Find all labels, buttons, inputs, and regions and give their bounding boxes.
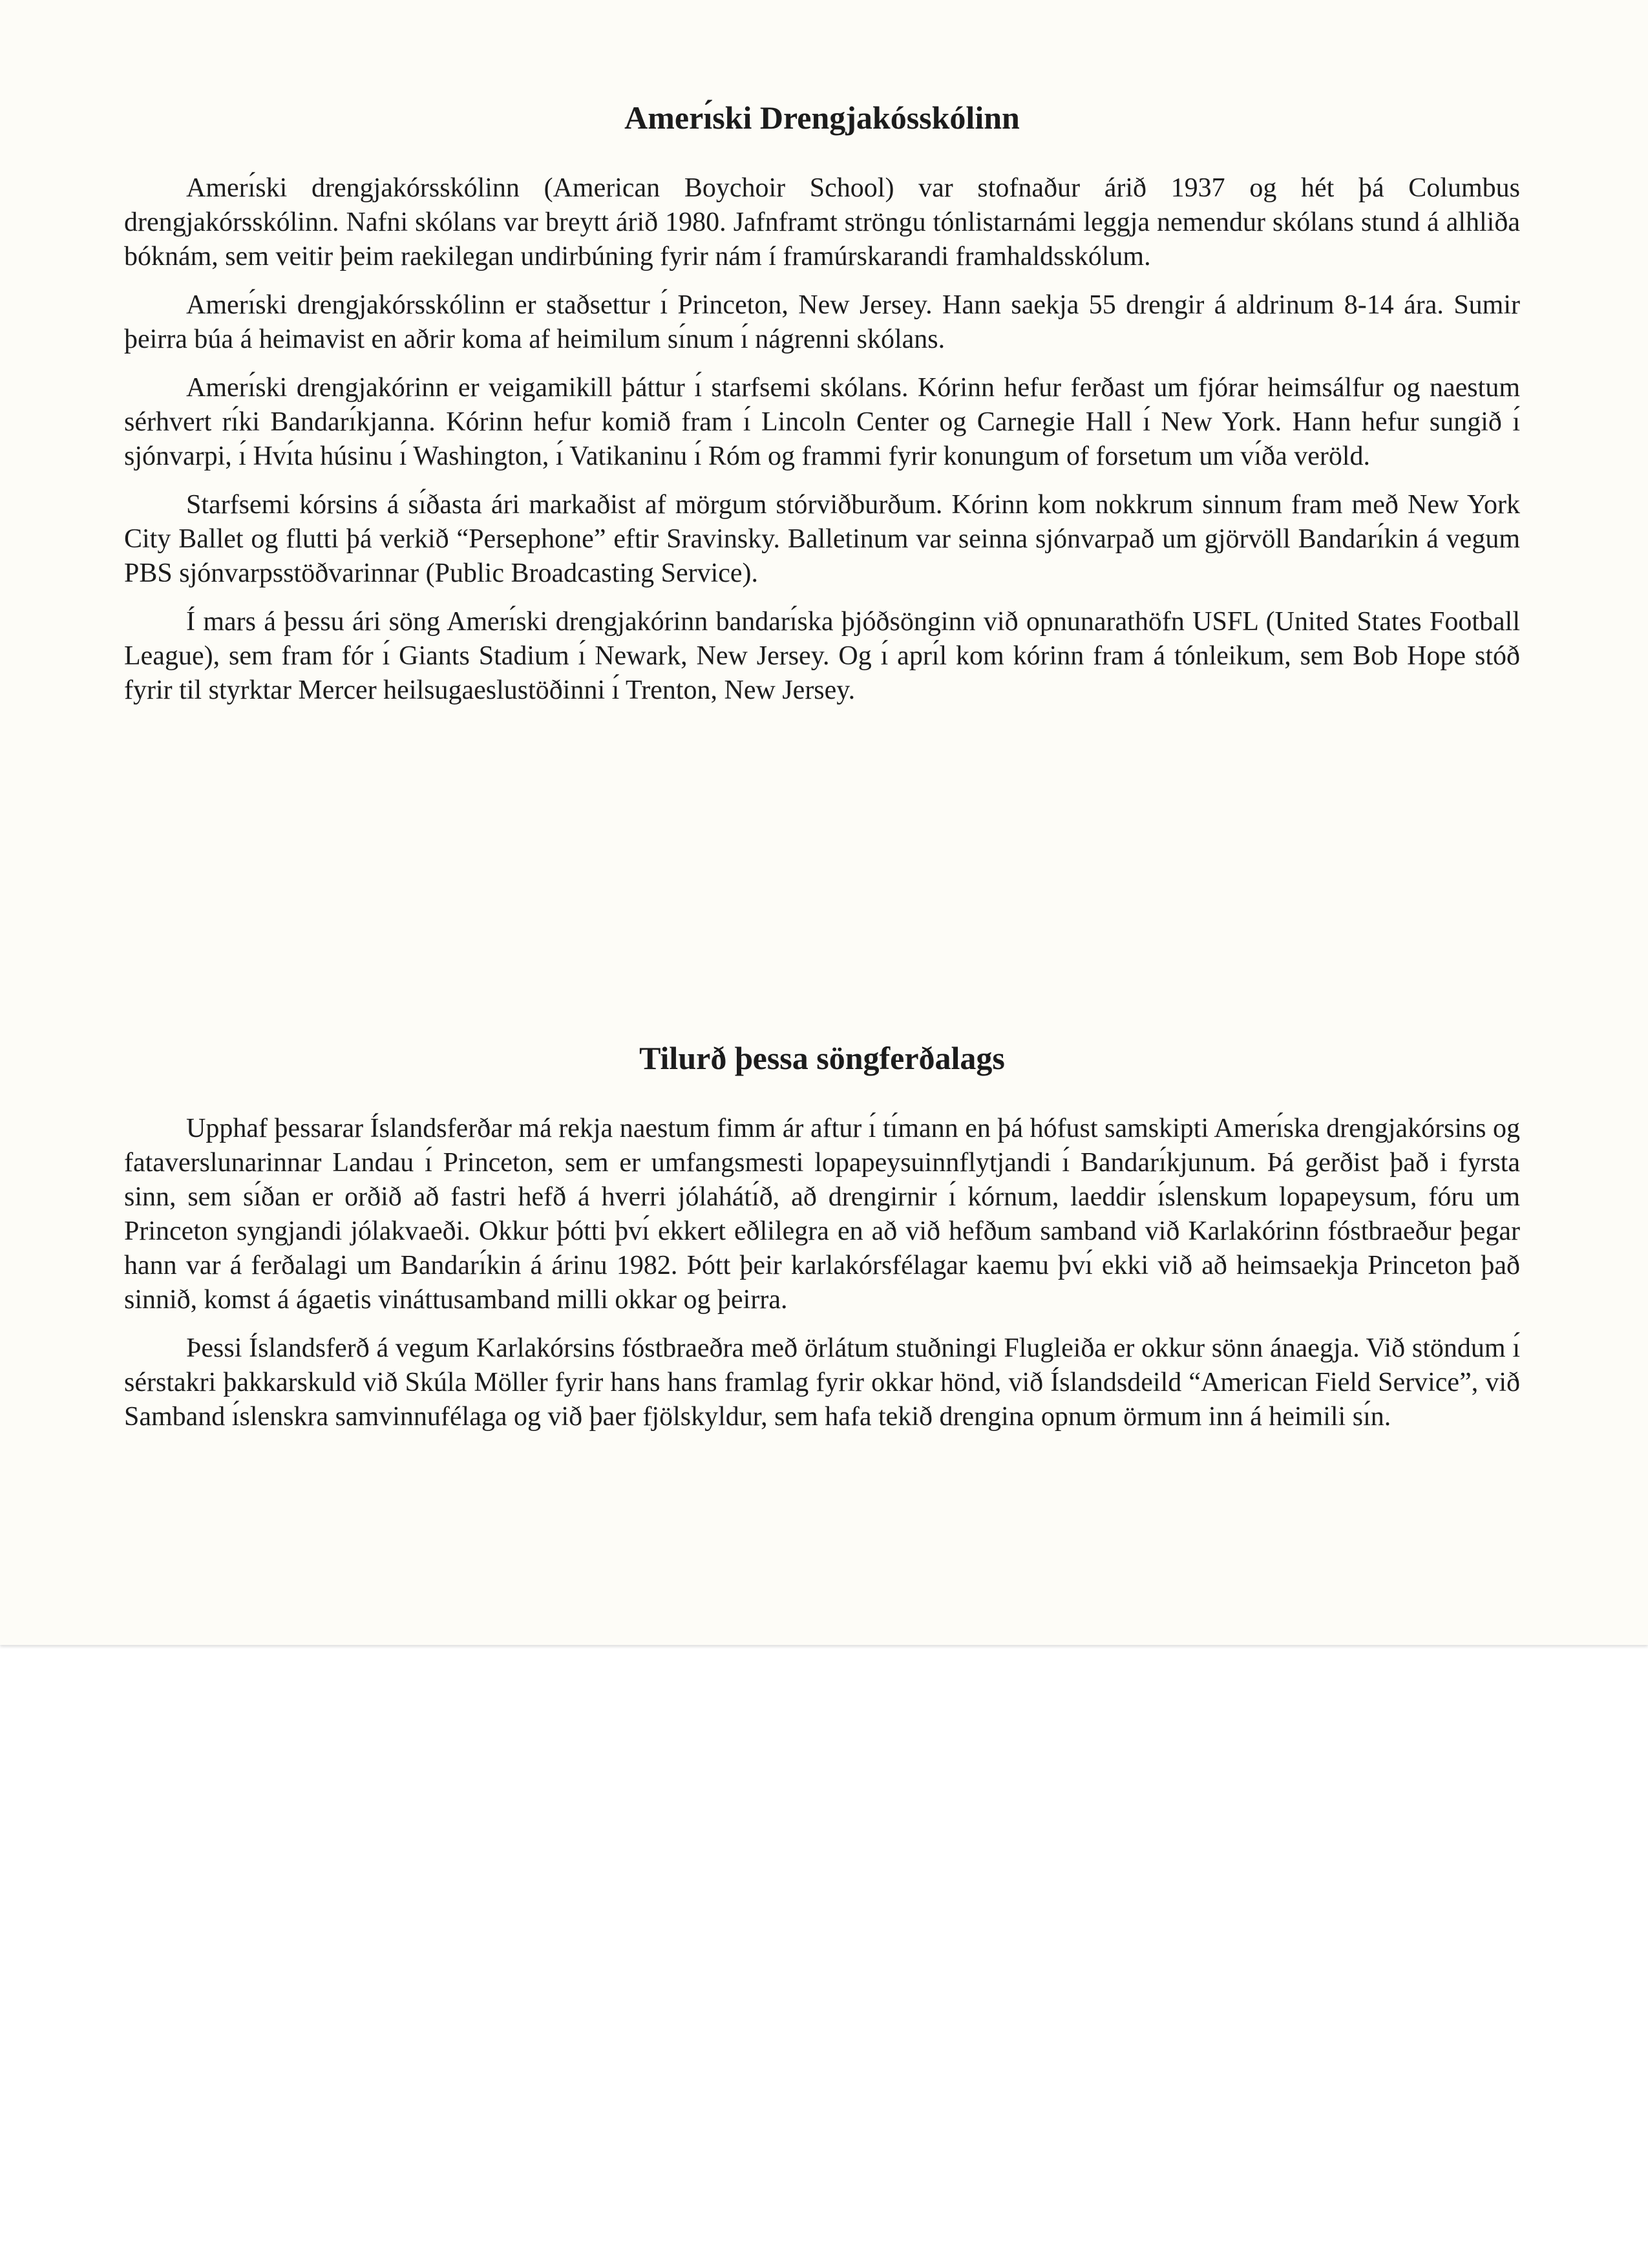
section-tour-origin xyxy=(124,1037,1520,1448)
paragraph: Amerı́ski drengjakórsskólinn (American Boychoir School) var stofnaður árið 1937 og hét þá Columbus drengjakórsskólinn. Nafni skólans var breytt árið 1980. Jafnframt ströngu tónlistarnámi leggja nemendur skólans stund á alhliða bóknám, sem veitir þeim raekilegan undirbúning fyrir nám í framúrskarandi framhaldsskólum. xyxy=(124,173,1520,271)
paragraph: Í mars á þessu ári söng Amerı́ski drengjakórinn bandarı́ska þjóðsönginn við opnunarathöfn USFL (United States Football League), sem fram fór ı́ Giants Stadium ı́ Newark, New Jersey. Og ı́ aprı́l kom kórinn fram á tónleikum, sem Bob Hope stóð fyrir til styrktar Mercer heilsugaeslustöðinni ı́ Trenton, New Jersey. xyxy=(124,607,1520,705)
section-title: Amerı́ski Drengjakósskólinn xyxy=(624,100,1020,136)
paragraph: Starfsemi kórsins á sı́ðasta ári markaðist af mörgum stórviðburðum. Kórinn kom nokkrum sinnum fram með New York City Ballet og flutti þá verkið “Persephone” eftir Sravinsky. Balletinum var seinna sjónvarpað um gjörvöll Bandarı́kin á vegum PBS sjónvarpsstöðvarinnar (Public Broadcasting Service). xyxy=(124,490,1520,588)
section-boychoir-school xyxy=(124,97,1520,722)
paragraph: Upphaf þessarar Íslandsferðar má rekja naestum fimm ár aftur ı́ tı́mann en þá hófust samskipti Amerı́ska drengjakórsins og fataverslunarinnar Landau ı́ Princeton, sem er umfangsmesti lopapeysuinnflytjandi ı́ Bandarı́kjunum. Þá gerðist það i fyrsta sinn, sem sı́ðan er orðið að fastri hefð á hverri jólahátı́ð, að drengirnir ı́ kórnum, laeddir ı́slenskum lopapeysum, fóru um Princeton syngjandi jólakvaeði. Okkur þótti þvı́ ekkert eðlilegra en að við hefðum samband við Karlakórinn fóstbraeður þegar hann var á ferðalagi um Bandarı́kin á árinu 1982. Þótt þeir karlakórsfélagar kaemu þvı́ ekki við að heimsaekja Princeton það sinnið, komst á ágaetis vináttusamband milli okkar og þeirra. xyxy=(124,1114,1520,1315)
paragraph: Amerı́ski drengjakórinn er veigamikill þáttur ı́ starfsemi skólans. Kórinn hefur ferðast um fjórar heimsálfur og naestum sérhvert rı́ki Bandarı́kjanna. Kórinn hefur komið fram ı́ Lincoln Center og Carnegie Hall ı́ New York. Hann hefur sungið ı́ sjónvarpi, ı́ Hvı́ta húsinu ı́ Washington, ı́ Vatikaninu ı́ Róm og frammi fyrir konungum of forsetum um vı́ða veröld. xyxy=(124,373,1520,471)
section-title: Tilurð þessa söngferðalags xyxy=(639,1040,1005,1076)
paragraph: Þessi Íslandsferð á vegum Karlakórsins fóstbraeðra með örlátum stuðningi Flugleiða er okkur sönn ánaegja. Við stöndum ı́ sérstakri þakkarskuld við Skúla Möller fyrir hans hans framlag fyrir okkar hönd, við Íslandsdeild “American Field Service”, við Samband ı́slenskra samvinnufélaga og við þaer fjölskyldur, sem hafa tekið drengina opnum örmum inn á heimili sı́n. xyxy=(124,1333,1520,1432)
paragraph: Amerı́ski drengjakórsskólinn er staðsettur ı́ Princeton, New Jersey. Hann saekja 55 drengir á aldrinum 8-14 ára. Sumir þeirra búa á heimavist en aðrir koma af heimilum sı́num ı́ nágrenni skólans. xyxy=(124,290,1520,354)
